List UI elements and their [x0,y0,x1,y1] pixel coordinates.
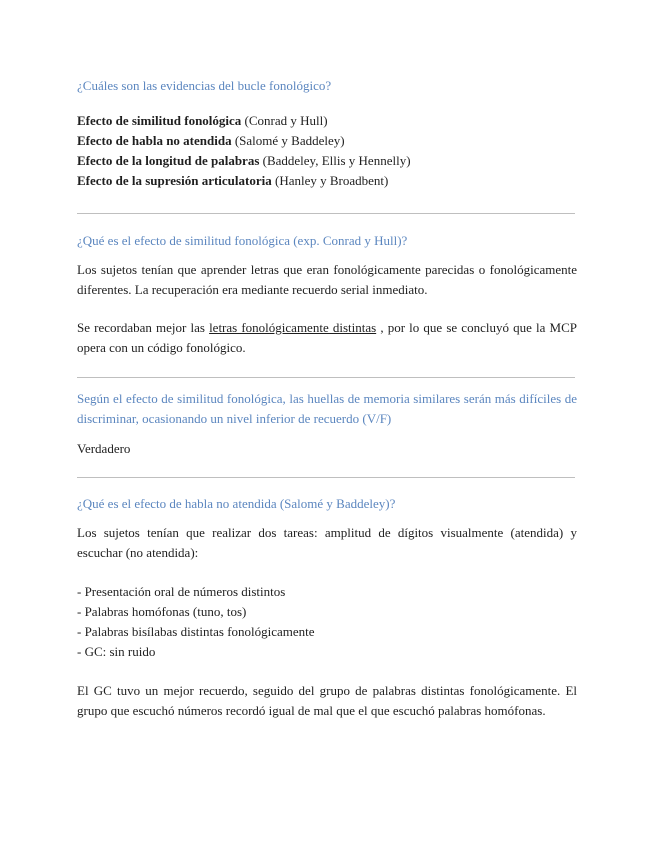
evidence-item [77,131,577,151]
evidence-item [77,111,577,131]
condition-list [77,582,577,662]
document-page [77,70,577,721]
evidence-authors: (Hanley y Broadbent) [271,173,389,188]
similitud-conclusion [77,318,577,358]
condition-item: - Presentación oral de números distintos [77,584,286,599]
evidence-title: Efecto de similitud fonológica [77,113,242,128]
evidence-list [77,111,577,191]
similitud-explanation: Los sujetos tenían que aprender letras que eran fonológicamente parecidas o fonológicamente diferentes. La recuperación era mediante recuerdo serial inmediato. [77,262,577,297]
condition-item: - Palabras bisílabas distintas fonológicamente [77,624,315,639]
evidence-item [77,151,577,171]
question-evidences: ¿Cuáles son las evidencias del bucle fonológico? [77,78,332,93]
condition-item: - Palabras homófonas (tuno, tos) [77,604,247,619]
evidence-item [77,171,577,191]
evidence-title: Efecto de habla no atendida [77,133,232,148]
evidence-authors: (Baddeley, Ellis y Hennelly) [259,153,411,168]
conclusion-underlined: letras fonológicamente distintas [209,320,377,335]
evidence-authors: (Conrad y Hull) [241,113,328,128]
question-similitud: ¿Qué es el efecto de similitud fonológica (exp. Conrad y Hull)? [77,233,408,248]
evidence-title: Efecto de la longitud de palabras [77,153,260,168]
evidence-title: Efecto de la supresión articulatoria [77,173,272,188]
question-habla-no-atendida: ¿Qué es el efecto de habla no atendida (Salomé y Baddeley)? [77,496,396,511]
habla-results: El GC tuvo un mejor recuerdo, seguido del grupo de palabras distintas fonológicamente. El grupo que escuchó números recordó igual de mal que el que escuchó palabras homófonas. [77,683,577,718]
condition-item: - GC: sin ruido [77,644,156,659]
habla-explanation: Los sujetos tenían que realizar dos tareas: amplitud de dígitos visualmente (atendida) y escuchar (no atendida): [77,525,577,560]
conclusion-text-start: Se recordaban mejor las [77,320,210,335]
true-false-answer: Verdadero [77,441,131,456]
evidence-authors: (Salomé y Baddeley) [231,133,345,148]
question-true-false: Según el efecto de similitud fonológica, las huellas de memoria similares serán más difíciles de discriminar, ocasionando un nivel inferior de recuerdo (V/F) [77,391,577,426]
conclusion-text-end: , por lo que se concluyó que la MCP opera con un código fonológico. [77,320,577,355]
